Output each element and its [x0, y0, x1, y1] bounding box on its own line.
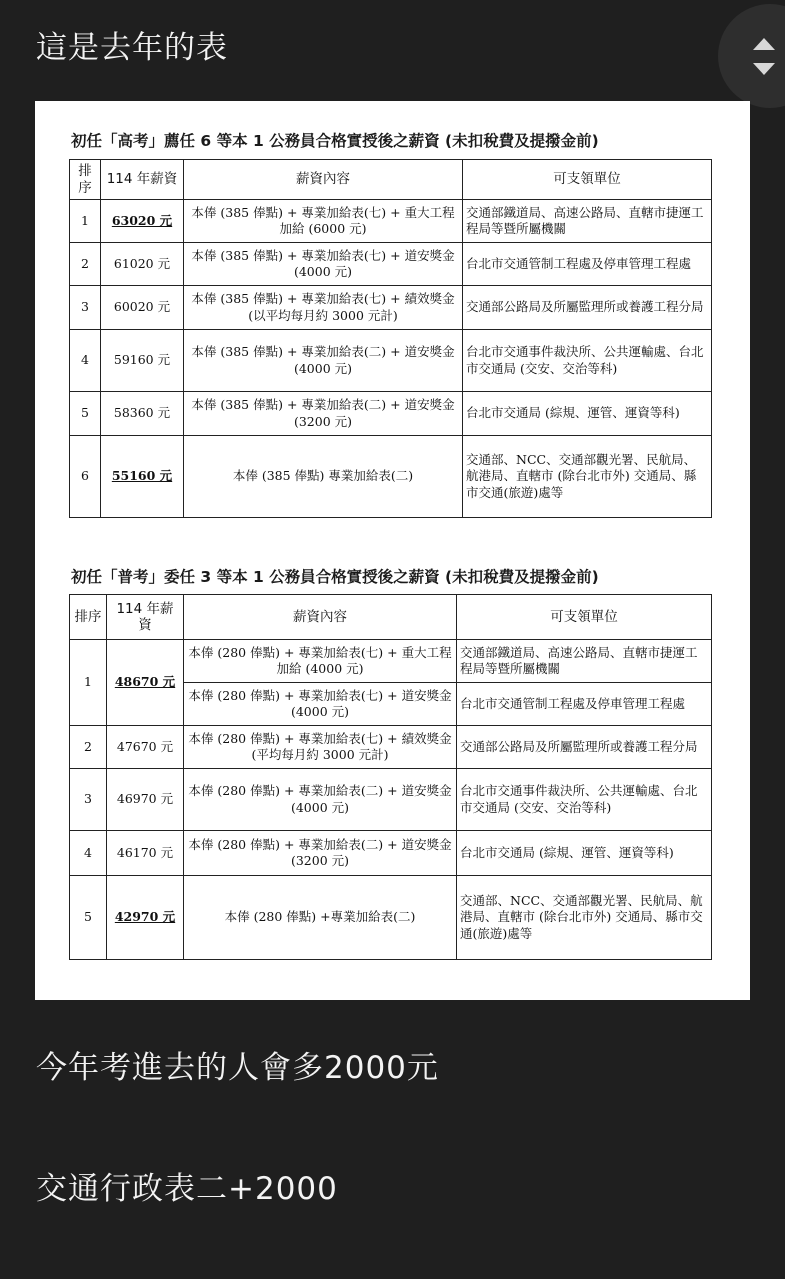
general-exam-table-title: 初任「普考」委任 3 等本 1 公務員合格實授後之薪資 (未扣稅費及提撥金前) — [71, 568, 599, 586]
table-row — [70, 831, 712, 876]
pay-cell: 46170 元 — [107, 831, 184, 876]
content-cell: 本俸 (385 俸點) + 專業加給表(七) + 績效獎金 (以平均每月約 3000 元計) — [184, 286, 463, 330]
content-cell: 本俸 (385 俸點) + 專業加給表(七) + 道安獎金 (4000 元) — [184, 243, 463, 286]
table-row — [70, 200, 712, 243]
content-cell: 本俸 (280 俸點) + 專業加給表(二) + 道安獎金 (4000 元) — [184, 769, 457, 831]
rank-cell: 2 — [70, 243, 101, 286]
unit-cell: 交通部鐵道局、高速公路局、直轄市捷運工程局等暨所屬機關 — [457, 640, 712, 683]
table-header-row — [70, 595, 712, 640]
table-row — [70, 436, 712, 518]
table-row — [70, 769, 712, 831]
content-cell: 本俸 (385 俸點) + 專業加給表(二) + 道安獎金 (3200 元) — [184, 392, 463, 436]
post-text-line-2: 交通行政表二+2000 — [36, 1171, 338, 1207]
pay-cell: 60020 元 — [101, 286, 184, 330]
content-cell: 本俸 (385 俸點) + 專業加給表(七) + 重大工程加給 (6000 元) — [184, 200, 463, 243]
header-unit: 可支領單位 — [463, 160, 712, 200]
unit-cell: 台北市交通管制工程處及停車管理工程處 — [463, 243, 712, 286]
rank-cell: 1 — [70, 640, 107, 726]
unit-cell: 台北市交通管制工程處及停車管理工程處 — [457, 683, 712, 726]
senior-exam-table-title: 初任「高考」薦任 6 等本 1 公務員合格實授後之薪資 (未扣稅費及提撥金前) — [71, 132, 599, 150]
arrow-down-icon[interactable] — [753, 63, 775, 75]
table-row — [70, 640, 712, 683]
unit-cell: 台北市交通事件裁決所、公共運輸處、台北市交通局 (交安、交治等科) — [457, 769, 712, 831]
senior-exam-salary-table — [69, 159, 712, 518]
pay-cell: 58360 元 — [101, 392, 184, 436]
table-row — [70, 726, 712, 769]
pay-cell: 48670 元 — [107, 640, 184, 726]
content-cell: 本俸 (280 俸點) + 專業加給表(七) + 重大工程加給 (4000 元) — [184, 640, 457, 683]
rank-cell: 4 — [70, 330, 101, 392]
general-exam-salary-table — [69, 594, 712, 960]
content-cell: 本俸 (280 俸點) + 專業加給表(二) + 道安獎金 (3200 元) — [184, 831, 457, 876]
table-row — [70, 330, 712, 392]
header-content: 薪資內容 — [184, 160, 463, 200]
rank-cell: 6 — [70, 436, 101, 518]
arrow-up-icon[interactable] — [753, 38, 775, 50]
rank-cell: 4 — [70, 831, 107, 876]
unit-cell: 交通部公路局及所屬監理所或養護工程分局 — [463, 286, 712, 330]
unit-cell: 台北市交通事件裁決所、公共運輸處、台北市交通局 (交安、交治等科) — [463, 330, 712, 392]
table-row — [70, 392, 712, 436]
content-cell: 本俸 (385 俸點) + 專業加給表(二) + 道安獎金 (4000 元) — [184, 330, 463, 392]
table-row — [70, 876, 712, 960]
header-pay: 114 年薪資 — [101, 160, 184, 200]
pay-cell: 61020 元 — [101, 243, 184, 286]
post-heading: 這是去年的表 — [36, 30, 228, 66]
pay-cell: 42970 元 — [107, 876, 184, 960]
unit-cell: 台北市交通局 (綜規、運管、運資等科) — [457, 831, 712, 876]
rank-cell: 1 — [70, 200, 101, 243]
header-unit: 可支領單位 — [457, 595, 712, 640]
rank-cell: 5 — [70, 392, 101, 436]
unit-cell: 交通部公路局及所屬監理所或養護工程分局 — [457, 726, 712, 769]
table-row — [70, 286, 712, 330]
unit-cell: 台北市交通局 (綜規、運管、運資等科) — [463, 392, 712, 436]
unit-cell: 交通部、NCC、交通部觀光署、民航局、航港局、直轄市 (除台北市外) 交通局、縣市交通(旅遊)處等 — [457, 876, 712, 960]
pay-cell: 63020 元 — [101, 200, 184, 243]
unit-cell: 交通部、NCC、交通部觀光署、民航局、航港局、直轄市 (除台北市外) 交通局、縣市交通(旅遊)處等 — [463, 436, 712, 518]
content-cell: 本俸 (280 俸點) +專業加給表(二) — [184, 876, 457, 960]
rank-cell: 3 — [70, 286, 101, 330]
unit-cell: 交通部鐵道局、高速公路局、直轄市捷運工程局等暨所屬機關 — [463, 200, 712, 243]
content-cell: 本俸 (280 俸點) + 專業加給表(七) + 道安獎金 (4000 元) — [184, 683, 457, 726]
header-content: 薪資內容 — [184, 595, 457, 640]
post-text-line-1: 今年考進去的人會多2000元 — [36, 1050, 439, 1086]
salary-table-image — [35, 101, 750, 1000]
rank-cell: 5 — [70, 876, 107, 960]
content-cell: 本俸 (280 俸點) + 專業加給表(七) + 績效獎金 (平均每月約 3000 元計) — [184, 726, 457, 769]
scroll-up-down-button[interactable] — [718, 4, 785, 108]
table-header-row — [70, 160, 712, 200]
pay-cell: 55160 元 — [101, 436, 184, 518]
pay-cell: 47670 元 — [107, 726, 184, 769]
pay-cell: 59160 元 — [101, 330, 184, 392]
header-pay: 114 年薪資 — [107, 595, 184, 640]
content-cell: 本俸 (385 俸點) 專業加給表(二) — [184, 436, 463, 518]
header-rank: 排序 — [70, 160, 101, 200]
table-row — [70, 243, 712, 286]
rank-cell: 3 — [70, 769, 107, 831]
pay-cell: 46970 元 — [107, 769, 184, 831]
rank-cell: 2 — [70, 726, 107, 769]
header-rank: 排序 — [70, 595, 107, 640]
